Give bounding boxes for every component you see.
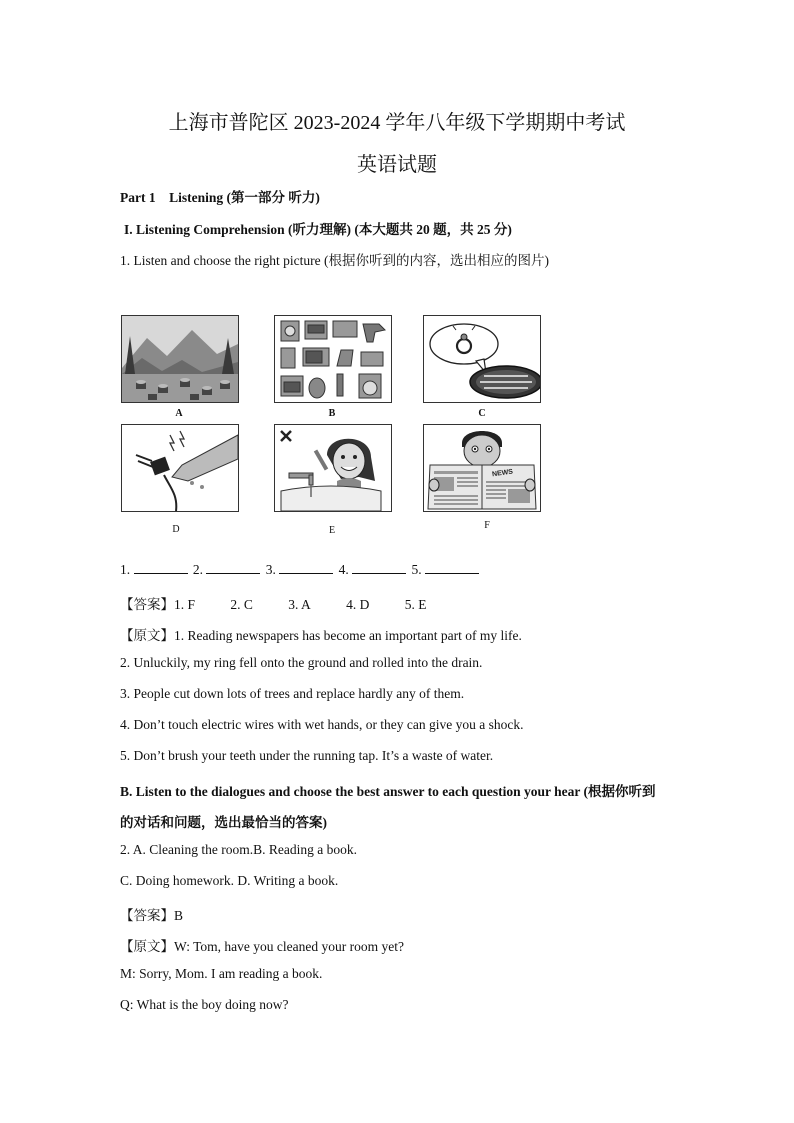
blank-field[interactable] (279, 562, 333, 574)
instruction: 1. Listen and choose the right picture (根据你听到的内容，选出相应的图片) (120, 253, 549, 268)
script-2-line-1: 【原文】W: Tom, have you cleaned your room yet? (120, 939, 404, 954)
answer-item: 3. A (288, 597, 311, 612)
section-b-heading-cont: 的对话和问题，选出最恰当的答案) (120, 815, 327, 830)
picture-e-brushing-teeth (274, 424, 392, 512)
answer-value: B (174, 908, 184, 923)
blank-field[interactable] (425, 562, 479, 574)
newspaper-headline: NEWS (491, 468, 514, 479)
script-line-3: 3. People cut down lots of trees and replace hardly any of them. (120, 686, 465, 701)
picture-label-d: D (172, 524, 180, 535)
answer-line-1 (120, 593, 427, 613)
section-b-heading: B. Listen to the dialogues and choose the best answer to each question your hear (根据你听到 (120, 784, 656, 799)
script-2-line-3: Q: What is the boy doing now? (120, 997, 289, 1012)
blank-number: 5. (411, 562, 422, 577)
picture-d-wet-hand-plug (121, 424, 239, 512)
picture-label-b: B (328, 408, 336, 419)
answer-item: 1. F (174, 597, 196, 612)
picture-a-tree-stumps (121, 315, 239, 403)
answer-2 (120, 904, 183, 924)
picture-label-f: F (484, 520, 490, 531)
blank-field[interactable] (206, 562, 260, 574)
script-2-line-2: M: Sorry, Mom. I am reading a book. (120, 966, 323, 981)
blank-number: 4. (338, 562, 349, 577)
script-tag: 【原文】 (120, 628, 174, 643)
script-line-5: 5. Don’t brush your teeth under the running tap. It’s a waste of water. (120, 748, 494, 763)
blank-number: 2. (192, 562, 203, 577)
answer-item: 5. E (404, 597, 427, 612)
picture-label-c: C (478, 408, 486, 419)
script-line-1: 【原文】1. Reading newspapers has become an important part of my life. (120, 628, 522, 643)
answer-tag: 【答案】 (120, 597, 174, 612)
blank-field[interactable] (352, 562, 406, 574)
picture-label-a: A (175, 408, 183, 419)
picture-f-reading-newspaper (423, 424, 541, 512)
page-subtitle: 英语试题 (357, 154, 437, 176)
answer-item: 4. D (346, 597, 370, 612)
picture-c-ring-drain (423, 315, 541, 403)
section-heading: I. Listening Comprehension (听力理解) (本大题共 20 题，共 25 分) (124, 222, 512, 237)
blank-number: 1. (120, 562, 131, 577)
page-title: 上海市普陀区 2023-2024 学年八年级下学期期中考试 (168, 112, 626, 134)
script-line-4: 4. Don’t touch electric wires with wet hands, or they can give you a shock. (120, 717, 524, 732)
script-tag: 【原文】 (120, 939, 174, 954)
question-2-options-2: C. Doing homework. D. Writing a book. (120, 873, 339, 888)
blank-number: 3. (265, 562, 276, 577)
script-line-2: 2. Unluckily, my ring fell onto the ground and rolled into the drain. (120, 655, 483, 670)
picture-label-e: E (328, 525, 336, 536)
blank-field[interactable] (134, 562, 188, 574)
picture-b-appliances (274, 315, 392, 403)
answer-blanks (120, 562, 481, 578)
answer-item: 2. C (230, 597, 253, 612)
part-heading: Part 1 Listening (第一部分 听力) (120, 190, 320, 205)
answer-tag: 【答案】 (120, 908, 174, 923)
question-2-options-1: 2. A. Cleaning the room.B. Reading a book. (120, 842, 357, 857)
